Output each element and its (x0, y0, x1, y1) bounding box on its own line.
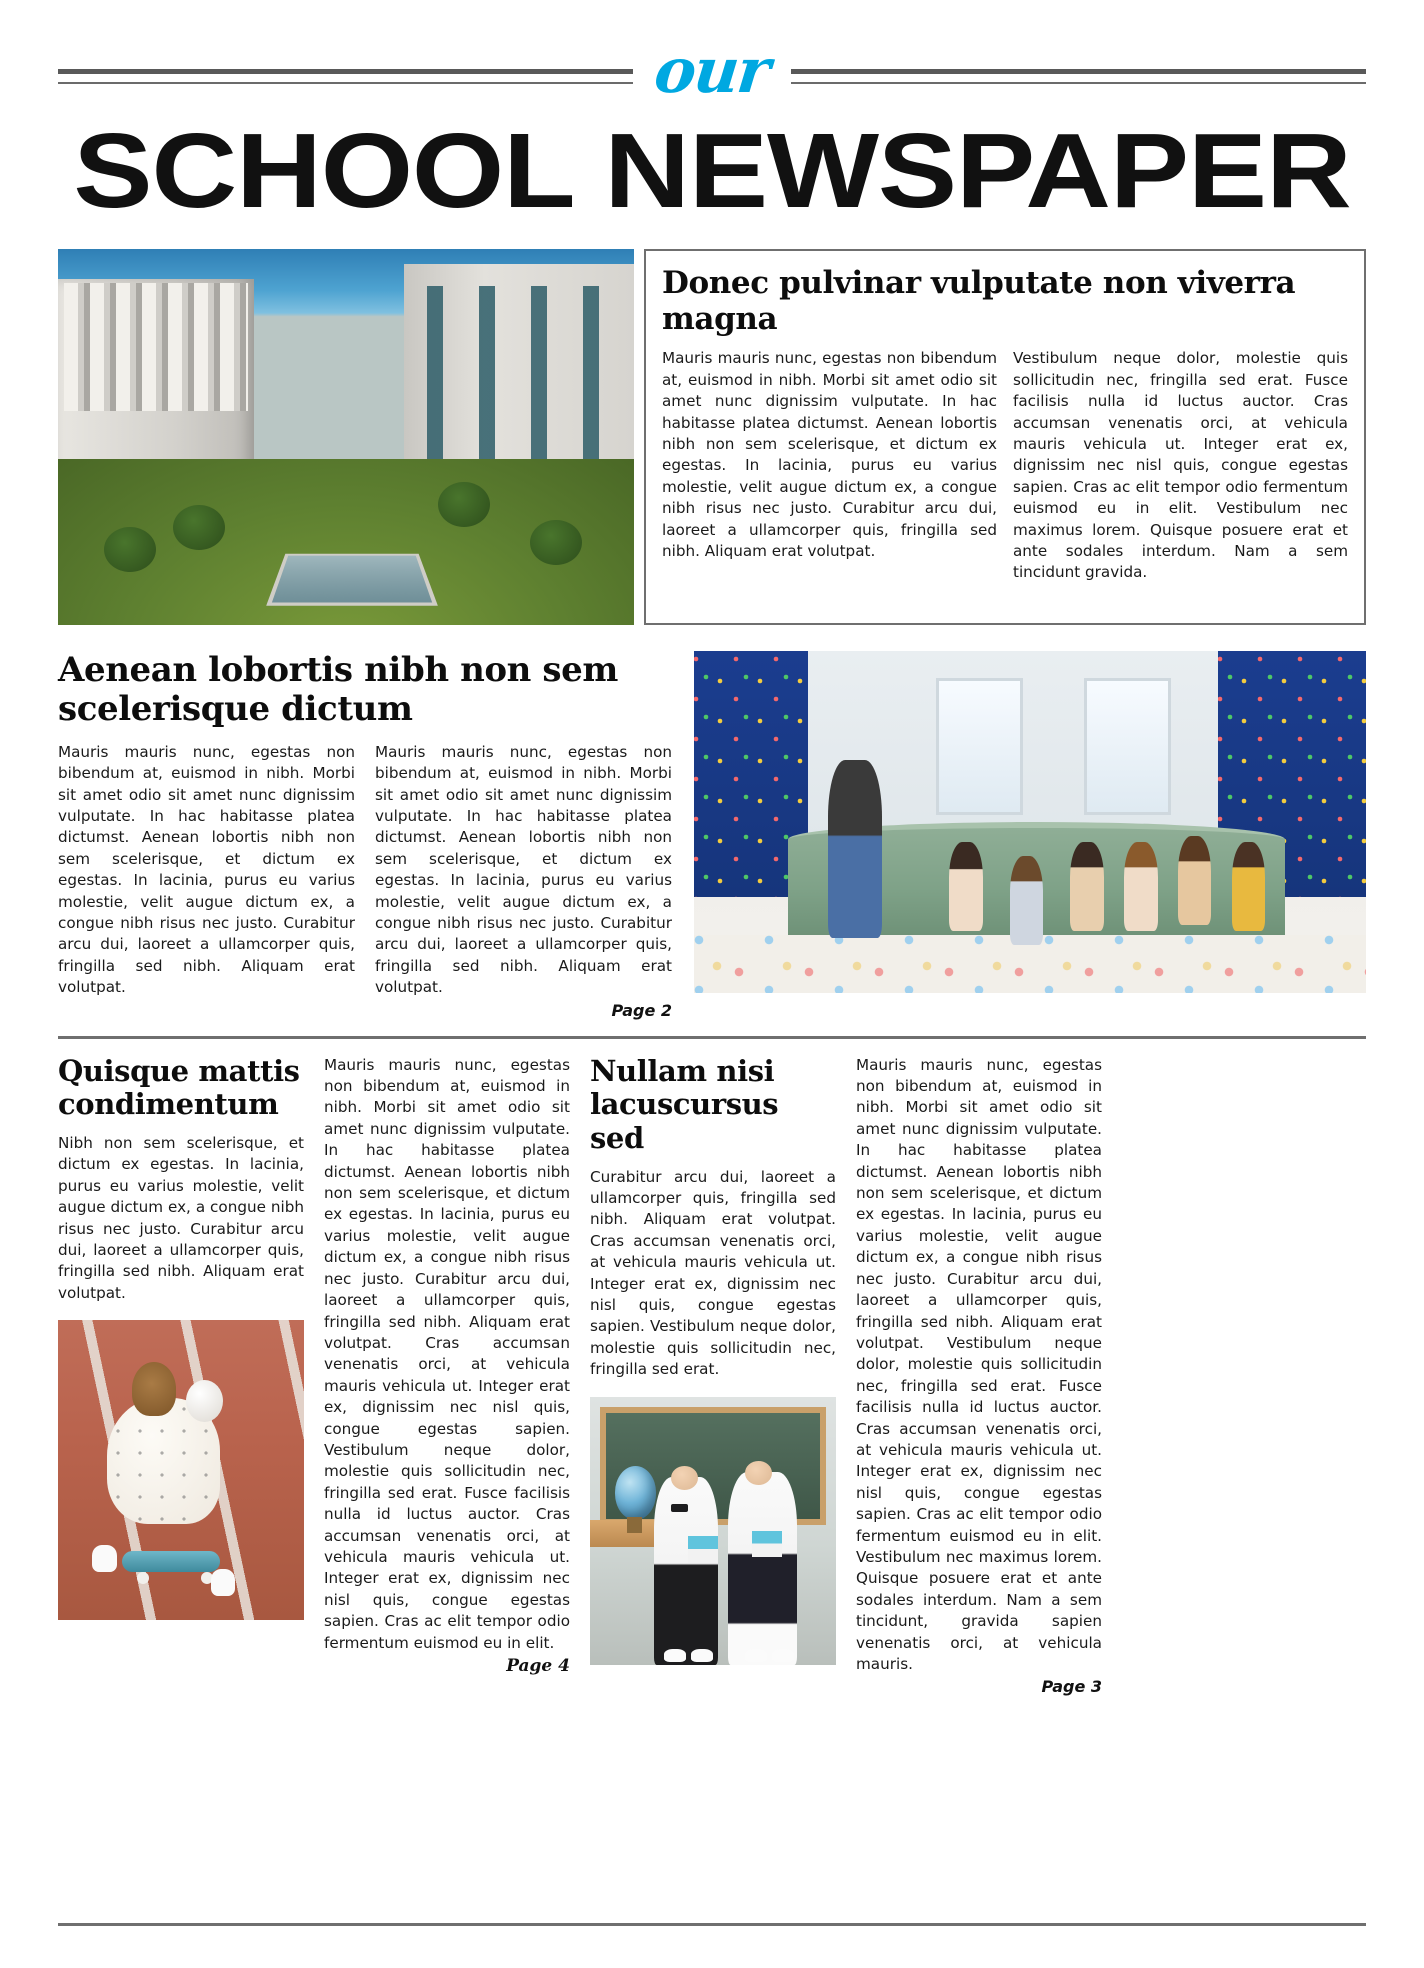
photo-shape-wall-left (694, 651, 808, 897)
photo-shape-child (1178, 836, 1212, 925)
rule-thin-right (791, 82, 1366, 84)
brand-word: our (651, 34, 773, 107)
photo-shape-floor-decals (694, 935, 1366, 993)
photo-shape-colonnade (64, 283, 248, 411)
second-article (58, 651, 672, 1020)
second-section (58, 651, 1366, 1020)
photo-shape-shrub (530, 520, 582, 565)
second-headline: Aenean lobortis nibh non sem scelerisque dictum (58, 649, 618, 730)
photo-shape-shoe (772, 1649, 794, 1662)
photo-shape-wall-right (1218, 651, 1366, 897)
photo-shape-bowtie (671, 1504, 688, 1512)
second-columns (58, 742, 672, 1020)
photo-shape-dots-left (694, 651, 808, 897)
bottom-col1-headline: Quisque mattis condimentum (58, 1053, 300, 1122)
bottom-col1-text: Nibh non sem scelerisque, et dictum ex egestas. In lacinia, purus eu varius molestie, velit augue dictum ex, a congue nibh risus nec justo. Curabitur arcu dui, laoreet a ullamcorper quis, fringilla sed nibh. Aliquam erat volutpat. (58, 1133, 304, 1302)
photo-shape-child (949, 842, 983, 931)
lead-column-1: Mauris mauris nunc, egestas non bibendum at, euismod in nibh. Morbi sit amet odio sit amet nunc dignissim vulputate. In hac habitasse platea dictumst. Aenean lobortis nibh non sem scelerisque, et dictum ex egestas. In lacinia, purus eu varius molestie, velit augue dictum ex, a congue nibh risus nec justo. Curabitur arcu dui, laoreet a ullamcorper quis, fringilla sed nibh. Aliquam erat volutpat. (662, 349, 997, 561)
photo-shape-shrub (173, 505, 225, 550)
photo-shape-shoe (691, 1649, 713, 1662)
photo-shape-books (752, 1531, 782, 1558)
photo-shape-window (1084, 678, 1171, 815)
photo-shape-sweater (107, 1398, 220, 1524)
photo-shape-shoe (92, 1545, 117, 1572)
school-building-courtyard-photo (58, 249, 634, 625)
bottom-column-4 (856, 1055, 1102, 1697)
photo-shape-face (745, 1461, 772, 1485)
bottom-col3-headline: Nullam nisi lacuscursus sed (590, 1053, 779, 1155)
photo-shape-child (1232, 842, 1266, 931)
masthead-rule-left (58, 69, 633, 84)
photo-shape-water-feature (266, 553, 437, 605)
photo-shape-face (671, 1466, 698, 1490)
lead-column-2: Vestibulum neque dolor, molestie quis sollicitudin nec, fringilla sed erat. Fusce facilisis nulla id luctus auctor. Cras accumsan venenatis orci, at vehicula mauris vehicula ut. Integer erat ex, dignissim nec nisl quis, congue egestas sapien. Cras ac elit tempor odio fermentum euismod eu in elit. Vestibulum nec maximus lorem. Quisque posuere erat et ante sodales interdum. Nam a sem tincidunt gravida. (1013, 349, 1348, 582)
footer-divider (58, 1923, 1366, 1926)
photo-shape-shoe (211, 1569, 236, 1596)
photo-shape-child (1010, 856, 1044, 945)
photo-shape-chalkboard (600, 1407, 826, 1525)
bottom-col4-page-ref[interactable]: Page 3 (1041, 1677, 1102, 1697)
photo-shape-window (936, 678, 1023, 815)
child-on-skateboard-photo (58, 1320, 304, 1620)
photo-shape-windows (409, 286, 628, 466)
photo-shape-globe-stand (627, 1517, 642, 1533)
bottom-column-3 (590, 1055, 836, 1697)
second-column-2: Mauris mauris nunc, egestas non bibendum at, euismod in nibh. Morbi sit amet odio sit amet nunc dignissim vulputate. In hac habitasse platea dictumst. Aenean lobortis nibh non sem scelerisque, et dictum ex egestas. In lacinia, purus eu varius molestie, velit augue dictum ex, a congue nibh risus nec justo. Curabitur arcu dui, laoreet a ullamcorper quis, fringilla sed nibh. Aliquam erat volutpat. (375, 742, 672, 997)
page-title: SCHOOL NEWSPAPER (73, 111, 1351, 230)
bottom-section (58, 1055, 1366, 1697)
masthead-rule-right (791, 69, 1366, 84)
photo-shape-wheel (201, 1572, 213, 1584)
photo-shape-shoe (664, 1649, 686, 1662)
photo-shape-child (1070, 842, 1104, 931)
photo-shape-dots-right (1218, 651, 1366, 897)
rule-thick-left (58, 69, 633, 74)
lead-columns (662, 348, 1348, 583)
lead-headline: Donec pulvinar vulputate non viverra magna (662, 264, 1296, 338)
photo-shape-sweater-pattern (107, 1398, 220, 1524)
photo-shape-track-lines (58, 1320, 304, 1620)
photo-shape-bench (788, 822, 1285, 938)
photo-shape-shoe (745, 1649, 767, 1662)
lead-article (644, 249, 1366, 625)
bottom-col2-text: Mauris mauris nunc, egestas non bibendum at, euismod in nibh. Morbi sit amet odio sit amet nunc dignissim vulputate. In hac habitasse platea dictumst. Aenean lobortis nibh non sem scelerisque, et dictum ex egestas. In lacinia, purus eu varius molestie, velit augue dictum ex, a congue nibh risus nec justo. Curabitur arcu dui, laoreet a ullamcorper quis, fringilla sed nibh. Aliquam erat volutpat. Cras accumsan venenatis orci, at vehicula mauris vehicula ut. Integer erat ex, dignissim nec nisl quis, congue egestas sapien. Vestibulum neque dolor, molestie quis sollicitudin nec, fringilla sed erat. Fusce facilisis nulla id luctus auctor. Cras accumsan venenatis orci, at vehicula mauris vehicula ut. Integer erat ex, dignissim nec nisl quis, congue egestas sapien. Cras ac elit tempor odio fermentum euismod eu in elit. (324, 1055, 570, 1652)
photo-shape-shrub (104, 527, 156, 572)
photo-shape-floor (694, 935, 1366, 993)
photo-shape-skateboard (122, 1551, 220, 1572)
photo-shape-girl (728, 1472, 797, 1665)
photo-shape-ball (186, 1380, 223, 1422)
photo-shape-child (1124, 842, 1158, 931)
photo-shape-teacher (828, 760, 882, 938)
photo-shape-lawn (58, 459, 634, 624)
rule-thin-left (58, 82, 633, 84)
photo-shape-desk (590, 1520, 703, 1547)
teacher-reading-with-children-photo (694, 651, 1366, 993)
rule-thick-right (791, 69, 1366, 74)
masthead-rules (58, 0, 1366, 107)
bottom-col3-text: Curabitur arcu dui, laoreet a ullamcorper quis, fringilla sed nibh. Aliquam erat volutpat. Cras accumsan venenatis orci, at vehicula mauris vehicula ut. Integer erat ex, dignissim nec nisl quis, congue egestas sapien. Vestibulum neque dolor, molestie quis sollicitudin nec, fringilla sed erat. (590, 1167, 836, 1379)
photo-shape-shrub (438, 482, 490, 527)
second-page-ref[interactable]: Page 2 (611, 1000, 672, 1020)
section-divider-upper (58, 1036, 1366, 1039)
bottom-col4-text: Mauris mauris nunc, egestas non bibendum at, euismod in nibh. Morbi sit amet odio sit amet nunc dignissim vulputate. In hac habitasse platea dictumst. Aenean lobortis nibh non sem scelerisque, et dictum ex egestas. In lacinia, purus eu varius molestie, velit augue dictum ex, a congue nibh risus nec justo. Curabitur arcu dui, laoreet a ullamcorper quis, fringilla sed nibh. Aliquam erat volutpat. Vestibulum neque dolor, molestie quis sollicitudin nec, fringilla sed erat. Fusce facilisis nulla id luctus auctor. Cras accumsan venenatis orci, at vehicula mauris vehicula ut. Integer erat ex, dignissim nec nisl quis, congue egestas sapien. Cras ac elit tempor odio fermentum euismod eu in elit. Vestibulum nec maximus lorem. Quisque posuere erat et ante sodales interdum. Nam a sem tincidunt, gravida sapien venenatis orci, at vehicula mauris. (856, 1055, 1102, 1674)
photo-shape-books (688, 1536, 718, 1563)
bottom-column-1 (58, 1055, 304, 1697)
lead-section (58, 249, 1366, 625)
bottom-column-2 (324, 1055, 570, 1697)
photo-shape-boy (654, 1477, 718, 1665)
photo-shape-building-left (58, 279, 254, 520)
photo-shape-building-right (404, 264, 634, 527)
photo-shape-globe (615, 1466, 657, 1520)
photo-shape-wheel (137, 1572, 149, 1584)
second-column-1: Mauris mauris nunc, egestas non bibendum at, euismod in nibh. Morbi sit amet odio sit amet nunc dignissim vulputate. In hac habitasse platea dictumst. Aenean lobortis nibh non sem scelerisque, et dictum ex egestas. In lacinia, purus eu varius molestie, velit augue dictum ex, a congue nibh risus nec justo. Curabitur arcu dui, laoreet a ullamcorper quis, fringilla sed nibh. Aliquam erat volutpat. (58, 742, 355, 997)
bottom-col2-page-ref[interactable]: Page 4 (506, 1656, 570, 1677)
two-pupils-with-globe-photo (590, 1397, 836, 1665)
photo-shape-hair (132, 1362, 176, 1416)
